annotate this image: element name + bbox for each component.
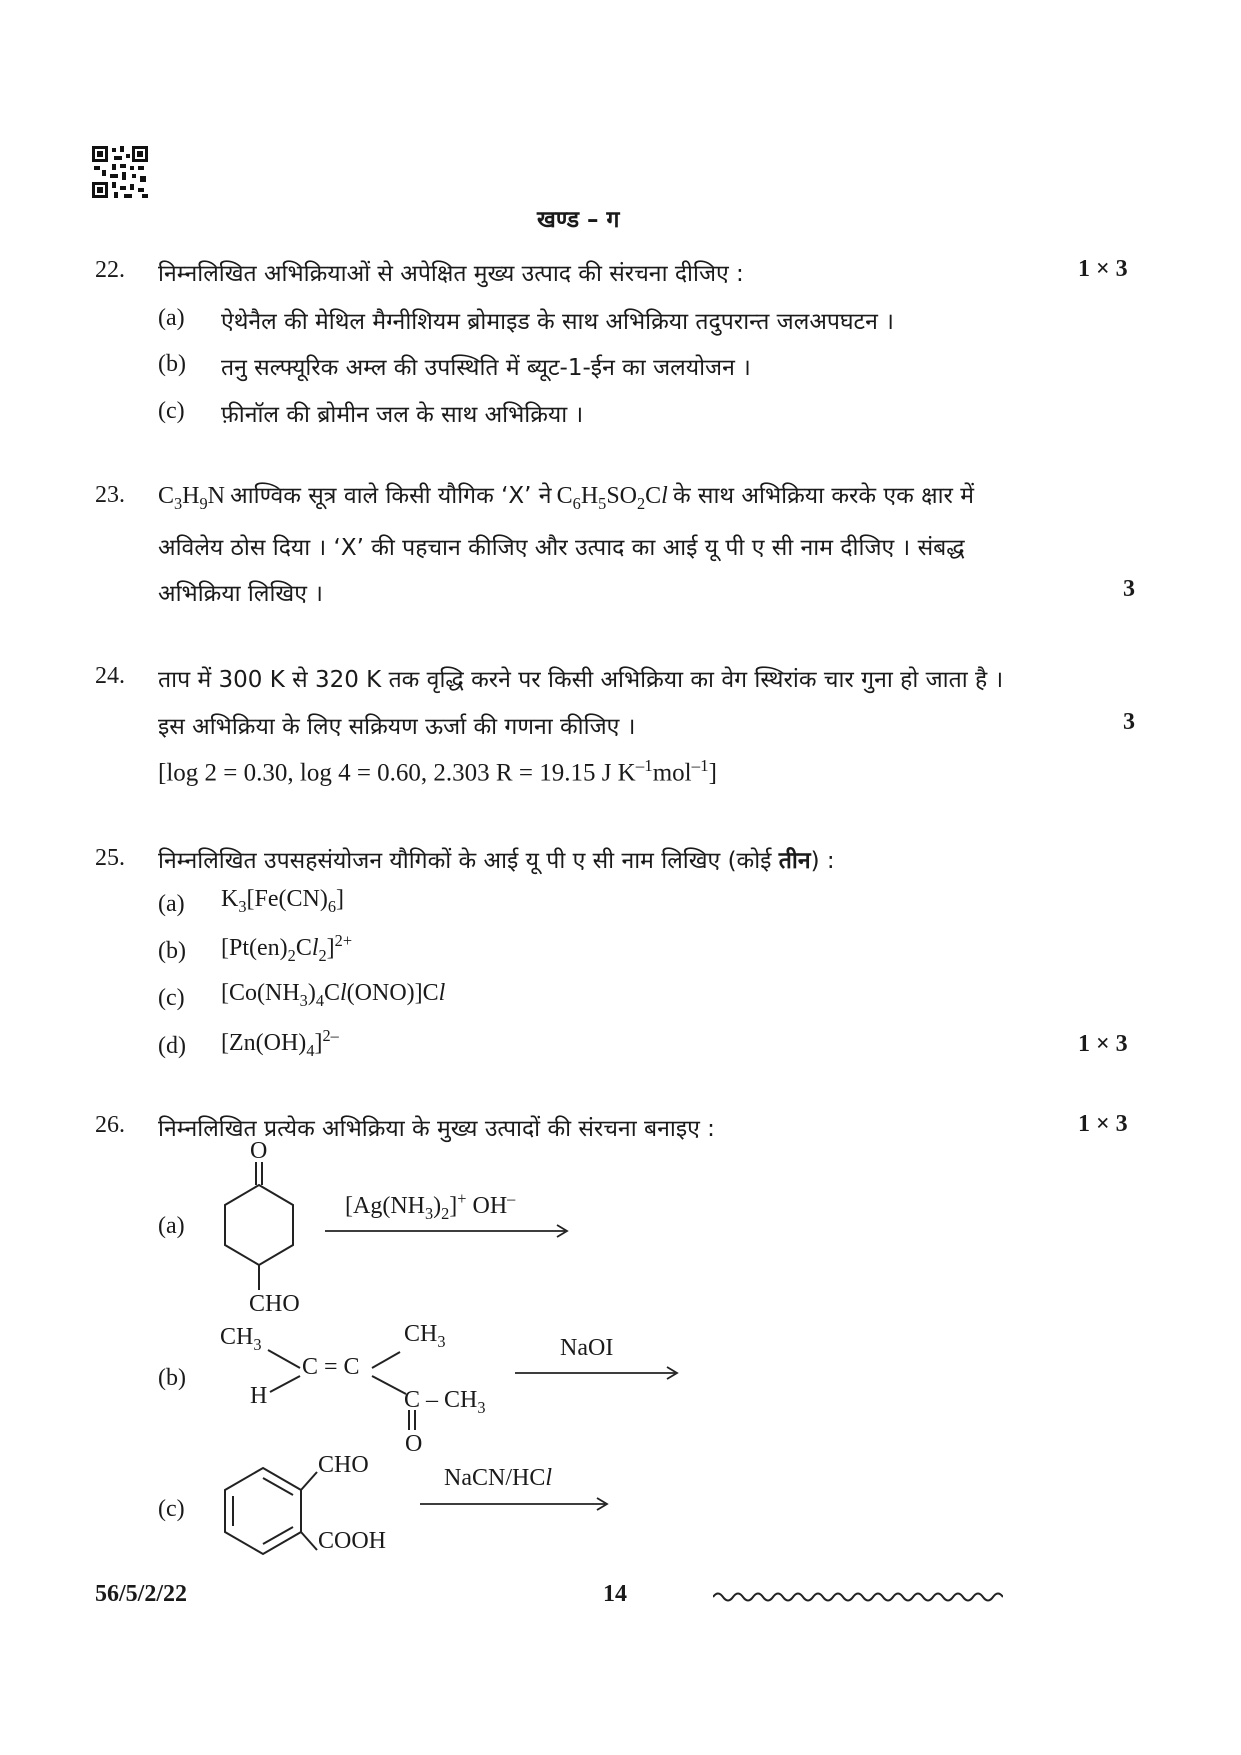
cyclohexanone-ring-structure [215,1160,305,1295]
question-number: 24. [95,663,125,689]
superscript: –1 [691,756,709,775]
part-text: फ़ीनॉल की ब्रोमीन जल के साथ अभिक्रिया । [221,402,584,428]
question-text: निम्नलिखित अभिक्रियाओं से अपेक्षित मुख्य उत्पाद की संरचना दीजिए : [158,261,744,287]
substituent-label: COOH [318,1528,387,1554]
qr-code-icon [92,146,148,198]
methyl-label: $CH_3$ [220,1324,262,1354]
part-label: (b) [158,351,186,377]
benzene-ring-structure [215,1460,325,1560]
part-text: ऐथेनैल की मेथिल मैग्नीशियम ब्रोमाइड के साथ अभिक्रिया तदुपरान्त जलअपघटन । [221,309,894,335]
molecular-formula: $C_3H_9N$ [158,483,226,513]
given-data-unit: mol [652,759,692,787]
question-number: 23. [95,482,125,508]
part-label: (a) [158,305,185,331]
part-label: (d) [158,1033,186,1059]
given-data [158,756,717,787]
question-text: अविलेय ठोस दिया । ‘X’ की पहचान कीजिए और उत्पाद का आई यू पी ए सी नाम दीजिए । संबद्ध [158,535,965,561]
given-data-end: ] [708,759,717,787]
reaction-arrow [325,1222,575,1240]
question-text: के साथ अभिक्रिया करके एक क्षार में [672,483,975,509]
reagent-label: NaOI [560,1335,614,1361]
atom-label: O [250,1138,268,1164]
question-number: 26. [95,1112,125,1138]
reaction-arrow [515,1364,685,1382]
question-marks: 1 × 3 [1078,256,1128,282]
question-text [158,843,835,875]
question-marks: 3 [1123,576,1135,602]
atom-label: H [250,1383,268,1409]
question-number: 25. [95,845,125,871]
alkene-label: C = C [302,1354,360,1380]
substituent-label: CHO [318,1452,369,1478]
given-data-text: [log 2 = 0.30, log 4 = 0.60, 2.303 R = 19.15 J K [158,759,636,787]
part-label: (c) [158,398,185,424]
reagent-label: NaCN/HCl [444,1465,553,1491]
complex-formula: $K_3[Fe(CN)_6]$ [221,886,344,916]
substituent-label: CHO [249,1291,300,1317]
atom-label: O [405,1431,423,1457]
question-line [158,478,974,514]
question-text: इस अभिक्रिया के लिए सक्रियण ऊर्जा की गणना कीजिए । [158,714,636,740]
ketone-label: C – $CH_3$ [404,1387,486,1417]
part-label: (b) [158,938,186,964]
complex-formula: $[Pt(en)_2Cl_2]^{2+}$ [221,931,353,965]
question-text-b: ) : [810,848,835,874]
part-label: (a) [158,891,185,917]
question-text-a: निम्नलिखित उपसहसंयोजन यौगिकों के आई यू पी ए सी नाम लिखिए (कोई [158,848,772,874]
question-number: 22. [95,257,125,283]
part-label: (c) [158,985,185,1011]
question-marks: 3 [1123,709,1135,735]
paper-code: 56/5/2/22 [95,1581,188,1607]
superscript: –1 [635,756,653,775]
section-title: खण्ड – ग [537,207,620,233]
methyl-label: $CH_3$ [404,1321,446,1351]
reaction-arrow [420,1495,615,1513]
question-marks: 1 × 3 [1078,1111,1128,1137]
question-text: आण्विक सूत्र वाले किसी यौगिक ‘X’ ने [230,483,552,509]
complex-formula: $[Co(NH_3)_4Cl(ONO)]Cl$ [221,980,446,1010]
question-text: ताप में 300 K से 320 K तक वृद्धि करने पर किसी अभिक्रिया का वेग स्थिरांक चार गुना हो जाता है । [158,667,1004,693]
reagent-label: $[Ag(NH_3)_2]^+$ OH– [345,1189,516,1223]
question-text-bold: तीन [778,848,811,874]
question-text: अभिक्रिया लिखिए । [158,581,323,607]
part-label: (a) [158,1213,185,1239]
complex-formula: $[Zn(OH)_4]^{2-}$ [221,1026,339,1060]
part-label: (c) [158,1496,185,1522]
page-number: 14 [603,1581,627,1607]
part-label: (b) [158,1365,186,1391]
part-text: तनु सल्फ्यूरिक अम्ल की उपस्थिति में ब्यूट-1-ईन का जलयोजन । [221,355,751,381]
question-text: निम्नलिखित प्रत्येक अभिक्रिया के मुख्य उत्पादों की संरचना बनाइए : [158,1116,715,1142]
reagent-formula: $C_6H_5SO_2Cl$ [556,483,668,513]
wavy-line-decoration [713,1590,1003,1604]
question-marks: 1 × 3 [1078,1031,1128,1057]
ketone-carbon: C – [404,1387,439,1413]
alkene-bonds [260,1330,420,1440]
